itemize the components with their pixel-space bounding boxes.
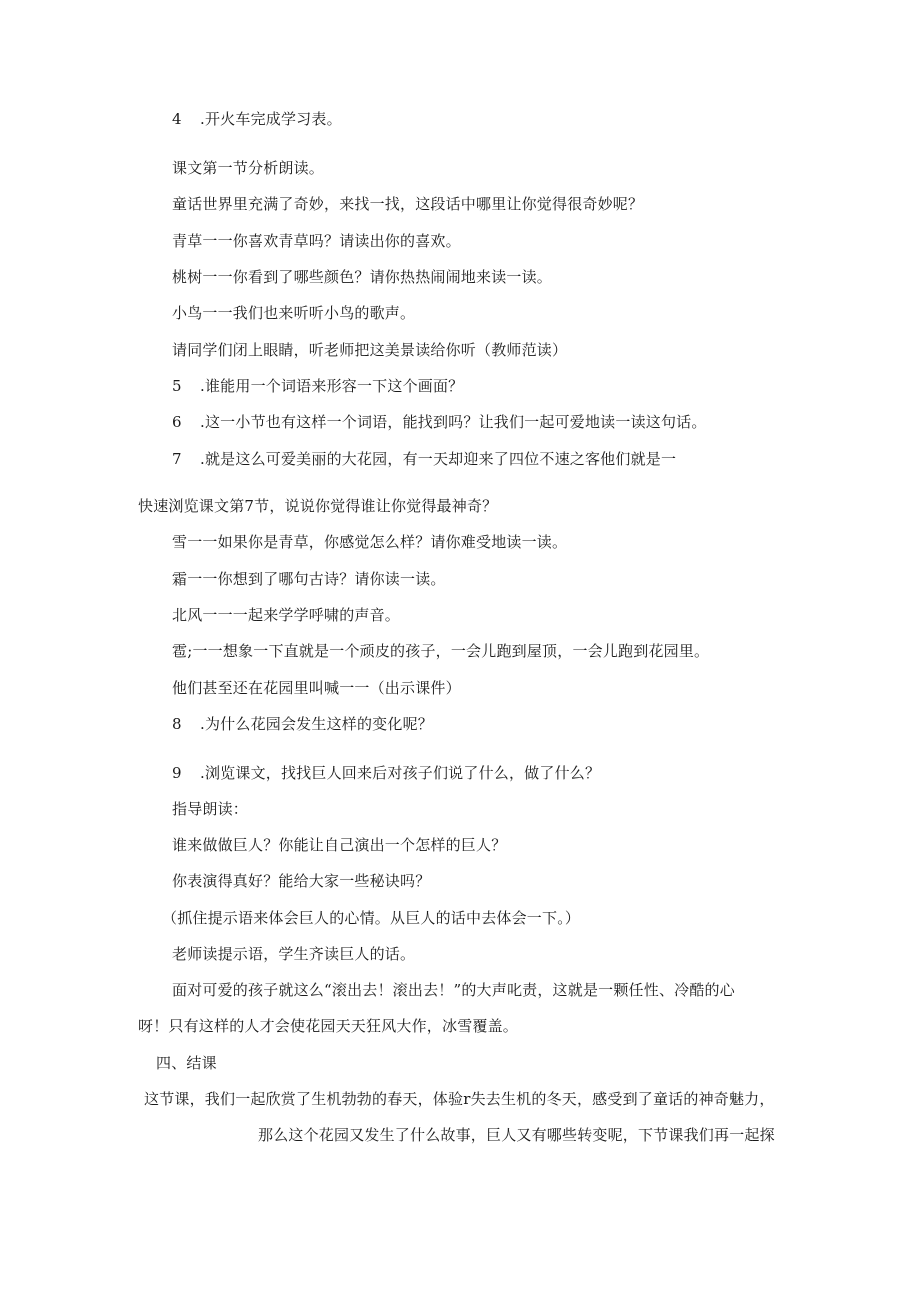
- paragraph-line: 他们甚至还在花园里叫喊一一（出示课件）: [172, 679, 461, 697]
- paragraph-line: 课文第一节分析朗读。: [172, 159, 325, 177]
- paragraph-line: 请同学们闭上眼睛，听老师把这美景读给你听（教师范读）: [172, 341, 568, 359]
- step-5-line: [172, 376, 463, 396]
- paragraph-line: 面对可爱的孩子就这么“滚出去！滚出去！”的大声叱责，这就是一颗任性、冷酷的心: [172, 981, 735, 999]
- step-text: .开火车完成学习表。: [200, 110, 342, 128]
- paragraph-line: 童话世界里充满了奇妙，来找一找，这段话中哪里让你觉得很奇妙呢？: [172, 195, 644, 213]
- paragraph-line: 指导朗读：: [172, 800, 249, 818]
- step-text: .这一小节也有这样一个词语，能找到吗？让我们一起可爱地读一读这句话。: [200, 413, 707, 431]
- paragraph-line: 那么这个花园又发生了什么故事，巨人又有哪些转变呢，下节课我们再一起探: [258, 1126, 775, 1144]
- paragraph-line: 呀！只有这样的人才会使花园天天狂风大作，冰雪覆盖。: [138, 1017, 519, 1035]
- step-number: 5: [172, 377, 182, 395]
- section-heading: 四、结课: [156, 1054, 217, 1072]
- step-text: .就是这么可爱美丽的大花园，有一天却迎来了四位不速之客他们就是一: [200, 450, 677, 468]
- paragraph-line: 老师读提示语，学生齐读巨人的话。: [172, 945, 416, 963]
- step-text: .为什么花园会发生这样的变化呢？: [200, 715, 433, 733]
- step-6-line: [172, 412, 707, 432]
- step-4-line: [172, 109, 342, 129]
- step-number: 6: [172, 413, 182, 431]
- paragraph-line: 桃树一一你看到了哪些颜色？请你热热闹闹地来读一读。: [172, 268, 553, 286]
- paragraph-line: 霜一一你想到了哪句古诗？请你读一读。: [172, 570, 446, 588]
- paragraph-line: 快速浏览课文第7节，说说你觉得谁让你觉得最神奇？: [138, 497, 498, 515]
- step-7-line: [172, 449, 676, 469]
- paragraph-line: 青草一一你喜欢青草吗？请读出你的喜欢。: [172, 232, 461, 250]
- paragraph-line: 这节课，我们一起欣赏了生机勃勃的春天，体验r失去生机的冬天，感受到了童话的神奇魅力，: [144, 1090, 775, 1108]
- paragraph-line: 谁来做做巨人？你能让自己演出一个怎样的巨人？: [172, 836, 507, 854]
- step-8-line: [172, 714, 433, 734]
- step-text: .谁能用一个词语来形容一下这个画面？: [200, 377, 464, 395]
- step-number: 4: [172, 110, 182, 128]
- step-9-line: [172, 763, 600, 783]
- paragraph-line: 雪一一如果你是青草，你感觉怎么样？请你难受地读一读。: [172, 533, 568, 551]
- paragraph-line: 小鸟一一我们也来听听小鸟的歌声。: [172, 304, 416, 322]
- step-number: 7: [172, 450, 182, 468]
- step-text: .浏览课文，找找巨人回来后对孩子们说了什么，做了什么？: [200, 764, 601, 782]
- paragraph-line: （抓住提示语来体会巨人的心情。从巨人的话中去体会一下。）: [162, 909, 581, 927]
- paragraph-line: 北风一一一起来学学呼啸的声音。: [172, 606, 401, 624]
- paragraph-line: 你表演得真好？能给大家一些秘诀吗？: [172, 872, 431, 890]
- step-number: 9: [172, 764, 182, 782]
- step-number: 8: [172, 715, 182, 733]
- paragraph-line: 雹;一一想象一下直就是一个顽皮的孩子，一会儿跑到屋顶，一会儿跑到花园里。: [172, 642, 710, 660]
